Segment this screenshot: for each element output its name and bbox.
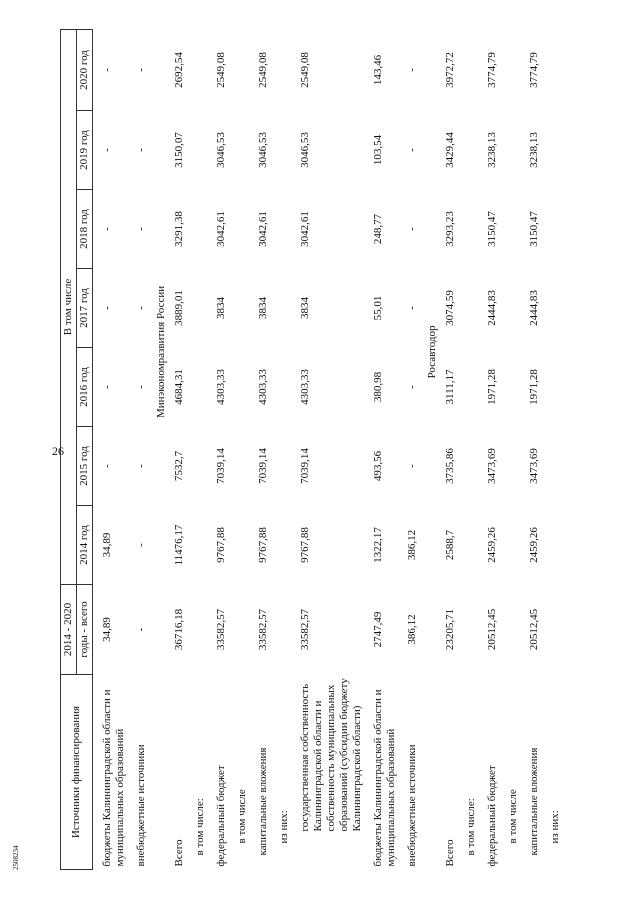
- table-cell: 33582,57: [215, 608, 227, 651]
- table-cell: 493,56: [372, 450, 384, 482]
- table-row: [503, 29, 524, 869]
- table-cell: [545, 348, 566, 427]
- table-cell: [274, 190, 295, 269]
- table-cell: 2549,08: [215, 52, 227, 88]
- table-cell: [461, 427, 482, 506]
- table-cell: [503, 269, 524, 348]
- header-year: 2014 год: [77, 506, 93, 585]
- table-cell: 3735,86: [444, 448, 456, 484]
- table-cell: 20512,45: [528, 608, 540, 651]
- table-cell: 3291,38: [173, 211, 185, 247]
- row-label: государственная собственность Калининградской области и собственность муниципальных образований (субсидии бюджету Калининградской области): [299, 678, 363, 832]
- table-row: [274, 29, 295, 869]
- table-cell: 3238,13: [528, 132, 540, 168]
- table-cell: 4684,31: [173, 369, 185, 405]
- table-cell: [545, 29, 566, 110]
- table-cell: 3111,17: [444, 369, 456, 405]
- table-cell: [190, 348, 211, 427]
- table-cell: [232, 29, 253, 110]
- table-cell: [545, 427, 566, 506]
- row-label: федеральный бюджет: [486, 765, 498, 867]
- table-cell: 2459,26: [528, 527, 540, 563]
- table-cell: 3238,13: [486, 132, 498, 168]
- header-year: 2018 год: [77, 190, 93, 269]
- table-cell: 34,89: [101, 617, 113, 642]
- table-cell: [274, 269, 295, 348]
- table-cell: [503, 348, 524, 427]
- table-cell: 3774,79: [528, 52, 540, 88]
- table-row: [440, 29, 461, 869]
- agency-spacer: [152, 675, 169, 870]
- table-cell: -: [135, 464, 147, 468]
- table-cell: 33582,57: [299, 608, 311, 651]
- table-cell: 3042,61: [299, 211, 311, 247]
- table-cell: -: [135, 306, 147, 310]
- row-label: в том числе:: [194, 798, 206, 856]
- table-cell: [503, 190, 524, 269]
- table-cell: -: [101, 68, 113, 72]
- document-number: 2508234: [12, 845, 20, 870]
- header-year: 2016 год: [77, 348, 93, 427]
- table-cell: -: [406, 68, 418, 72]
- table-cell: 3150,47: [528, 211, 540, 247]
- row-label: капитальные вложения: [528, 747, 540, 856]
- agency-name: Росавтодор: [426, 325, 438, 379]
- table-cell: -: [135, 385, 147, 389]
- row-label: федеральный бюджет: [215, 765, 227, 867]
- header-year: 2017 год: [77, 269, 93, 348]
- table-cell: 7532,7: [173, 450, 185, 482]
- table-row: [545, 29, 566, 869]
- table-cell: -: [135, 68, 147, 72]
- table-cell: [232, 506, 253, 585]
- table-row: [169, 29, 190, 869]
- table-cell: [503, 585, 524, 675]
- table-cell: -: [135, 148, 147, 152]
- table-cell: 103,54: [372, 134, 384, 166]
- row-label: бюджеты Калининградской области и муниципальных образований: [372, 689, 397, 867]
- table-row: [524, 29, 545, 869]
- header-year: 2019 год: [77, 111, 93, 190]
- table-row: [211, 29, 232, 869]
- table-cell: 23205,71: [444, 608, 456, 651]
- table-cell: [190, 506, 211, 585]
- table-cell: [190, 427, 211, 506]
- table-row: [253, 29, 274, 869]
- table-cell: 9767,88: [299, 527, 311, 563]
- table-cell: [232, 190, 253, 269]
- agency-spacer: [423, 675, 440, 870]
- header-total-top: 2014 - 2020: [61, 585, 77, 675]
- table-cell: 143,46: [372, 54, 384, 86]
- table-cell: 3046,53: [215, 132, 227, 168]
- table-cell: 55,01: [372, 295, 384, 321]
- table-cell: 2444,83: [486, 290, 498, 326]
- table-cell: 3293,23: [444, 211, 456, 247]
- table-row: [368, 29, 402, 869]
- table-cell: -: [135, 227, 147, 231]
- table-cell: [545, 111, 566, 190]
- row-label: в том числе:: [465, 798, 477, 856]
- table-cell: [232, 348, 253, 427]
- table-cell: 1971,28: [486, 369, 498, 405]
- table-cell: [274, 29, 295, 110]
- table-cell: -: [101, 227, 113, 231]
- agency-row: [152, 29, 169, 869]
- table-cell: 3429,44: [444, 132, 456, 168]
- table-cell: 4303,33: [215, 369, 227, 405]
- table-cell: 34,89: [101, 532, 113, 558]
- agency-row: [423, 29, 440, 869]
- table-cell: [232, 269, 253, 348]
- table-cell: [461, 269, 482, 348]
- table-cell: [545, 190, 566, 269]
- table-cell: 3042,61: [257, 211, 269, 247]
- table-cell: 3834: [215, 297, 227, 319]
- table-row: [402, 29, 423, 869]
- row-label: Всего: [173, 839, 185, 867]
- table-cell: [545, 585, 566, 675]
- header-year: 2015 год: [77, 427, 93, 506]
- row-label: в том числе: [236, 789, 248, 844]
- row-label: из них:: [549, 810, 561, 844]
- table-cell: [461, 111, 482, 190]
- row-label: из них:: [278, 810, 290, 844]
- agency-name: Минэкономразвития России: [155, 285, 167, 419]
- table-cell: -: [406, 227, 418, 231]
- table-cell: [461, 506, 482, 585]
- table-cell: 3834: [299, 297, 311, 319]
- table-cell: [232, 111, 253, 190]
- table-cell: 3042,61: [215, 211, 227, 247]
- table-cell: 3150,47: [486, 211, 498, 247]
- table-cell: 2692,54: [173, 52, 185, 88]
- table-cell: [503, 427, 524, 506]
- table-cell: [545, 506, 566, 585]
- table-cell: 11476,17: [173, 524, 185, 566]
- table-cell: 2549,08: [299, 52, 311, 88]
- table-cell: [190, 585, 211, 675]
- table-cell: [461, 585, 482, 675]
- table-cell: -: [101, 464, 113, 468]
- table-cell: [190, 29, 211, 110]
- header-year: 2020 год: [77, 29, 93, 110]
- table-cell: 1971,28: [528, 369, 540, 405]
- table-row: [482, 29, 503, 869]
- table-cell: -: [135, 543, 147, 547]
- table-cell: 3774,79: [486, 52, 498, 88]
- table-cell: 2459,26: [486, 527, 498, 563]
- table-cell: -: [406, 464, 418, 468]
- table-cell: [190, 269, 211, 348]
- table-cell: 3889,01: [173, 290, 185, 326]
- table-cell: 4303,33: [299, 369, 311, 405]
- table-cell: 3046,53: [299, 132, 311, 168]
- row-label: бюджеты Калининградской области и муниципальных образований: [101, 689, 126, 867]
- header-source: Источники финансирования: [61, 675, 93, 870]
- table-cell: [503, 506, 524, 585]
- table-row: [93, 29, 132, 869]
- rotated-table-container: [60, 30, 595, 870]
- table-cell: [190, 190, 211, 269]
- table-cell: 248,77: [372, 213, 384, 245]
- table-cell: 20512,45: [486, 608, 498, 651]
- table-cell: [232, 427, 253, 506]
- row-label: в том числе: [507, 789, 519, 844]
- table-body: [93, 29, 567, 869]
- table-row: [232, 29, 253, 869]
- table-cell: -: [135, 627, 147, 632]
- table-cell: 7039,14: [299, 448, 311, 484]
- table-cell: 2588,7: [444, 529, 456, 561]
- table-cell: -: [406, 385, 418, 389]
- table-cell: 9767,88: [257, 527, 269, 563]
- table-cell: [461, 190, 482, 269]
- table-cell: 386,12: [406, 529, 418, 561]
- table-cell: [503, 111, 524, 190]
- table-cell: -: [406, 306, 418, 310]
- table-cell: -: [406, 148, 418, 152]
- table-cell: 9767,88: [215, 527, 227, 563]
- table-row: [190, 29, 211, 869]
- table-cell: [545, 269, 566, 348]
- table-cell: 3473,69: [486, 448, 498, 484]
- table-cell: 3473,69: [528, 448, 540, 484]
- table-cell: 2747,49: [372, 611, 384, 648]
- table-cell: [461, 29, 482, 110]
- header-total-bottom: годы - всего: [77, 585, 93, 675]
- table-cell: 3150,07: [173, 132, 185, 168]
- table-row: [295, 29, 368, 869]
- table-cell: [274, 585, 295, 675]
- table-cell: [461, 348, 482, 427]
- table-row: [461, 29, 482, 869]
- table-cell: [503, 29, 524, 110]
- table-cell: -: [101, 385, 113, 389]
- table-cell: 3046,53: [257, 132, 269, 168]
- financing-table: [60, 29, 566, 870]
- table-cell: -: [101, 306, 113, 310]
- row-label: внебюджетные источники: [135, 744, 147, 867]
- header-in-number: В том числе: [61, 29, 77, 584]
- table-cell: 3972,72: [444, 52, 456, 88]
- table-cell: [274, 506, 295, 585]
- page-number: 26: [52, 444, 64, 458]
- table-cell: [232, 585, 253, 675]
- table-row: [131, 29, 152, 869]
- table-cell: 36716,18: [173, 608, 185, 651]
- table-cell: [190, 111, 211, 190]
- table-cell: 1322,17: [372, 527, 384, 563]
- table-cell: 33582,57: [257, 608, 269, 651]
- table-cell: [274, 348, 295, 427]
- table-cell: 3834: [257, 297, 269, 319]
- table-cell: 2444,83: [528, 290, 540, 326]
- table-cell: 380,98: [372, 371, 384, 403]
- table-cell: 2549,08: [257, 52, 269, 88]
- row-label: капитальные вложения: [257, 747, 269, 856]
- table-cell: 4303,33: [257, 369, 269, 405]
- row-label: Всего: [444, 839, 456, 867]
- table-cell: 3074,59: [444, 290, 456, 326]
- row-label: внебюджетные источники: [406, 744, 418, 867]
- table-cell: [274, 111, 295, 190]
- table-cell: 7039,14: [215, 448, 227, 484]
- table-cell: [274, 427, 295, 506]
- table-cell: -: [101, 148, 113, 152]
- table-cell: 7039,14: [257, 448, 269, 484]
- table-cell: 386,12: [406, 614, 418, 645]
